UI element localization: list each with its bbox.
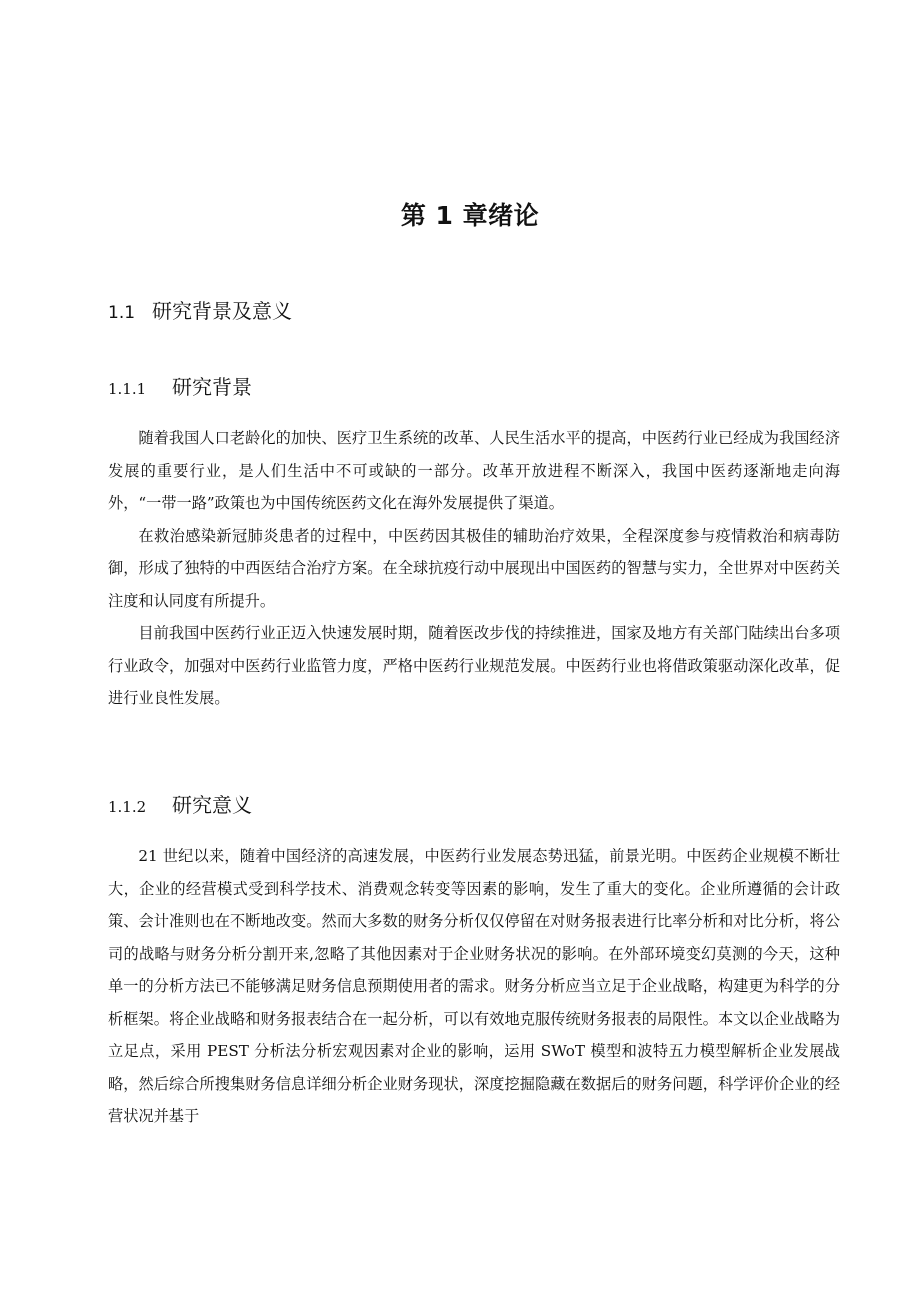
paragraph: 随着我国人口老龄化的加快、医疗卫生系统的改革、人民生活水平的提高，中医药行业已经成为我国经济发展的重要行业，是人们生活中不可或缺的一部分。改革开放进程不断深入，我国中医药逐渐地走向海外，“一带一路”政策也为中国传统医药文化在海外发展提供了渠道。 — [108, 429, 840, 512]
subsection-title: 研究意义 — [172, 793, 252, 817]
section-number: 1.1 — [108, 303, 136, 323]
section-title: 研究背景及意义 — [152, 299, 292, 323]
subsection-heading-background — [108, 371, 252, 400]
significance-paragraphs — [108, 840, 840, 1133]
section-heading — [108, 295, 292, 324]
background-paragraphs — [108, 422, 840, 715]
paragraph: 目前我国中医药行业正迈入快速发展时期，随着医改步伐的持续推进，国家及地方有关部门陆续出台多项行业政令，加强对中医药行业监管力度，严格中医药行业规范发展。中医药行业也将借政策驱动深化改革，促进行业良性发展。 — [108, 624, 840, 707]
chapter-title: 第 1 章绪论 — [400, 201, 540, 230]
paragraph: 在救治感染新冠肺炎患者的过程中，中医药因其极佳的辅助治疗效果，全程深度参与疫情救治和病毒防御，形成了独特的中西医结合治疗方案。在全球抗疫行动中展现出中国医药的智慧与实力，全世界对中医药关注度和认同度有所提升。 — [108, 526, 840, 610]
paragraph: 21 世纪以来，随着中国经济的高速发展，中医药行业发展态势迅猛，前景光明。中医药企业规模不断壮大，企业的经营模式受到科学技术、消费观念转变等因素的影响，发生了重大的变化。企业所遵循的会计政策、会计准则也在不断地改变。然而大多数的财务分析仅仅停留在对财务报表进行比率分析和对比分析，将公司的战略与财务分析分割开来,忽略了其他因素对于企业财务状况的影响。在外部环境变幻莫测的今天，这种单一的分析方法已不能够满足财务信息预期使用者的需求。财务分析应当立足于企业战略，构建更为科学的分析框架。将企业战略和财务报表结合在一起分析，可以有效地克服传统财务报表的局限性。本文以企业战略为立足点，采用 PEST 分析法分析宏观因素对企业的影响，运用 SWoT 模型和波特五力模型解析企业发展战略，然后综合所搜集财务信息详细分析企业财务现状，深度挖掘隐藏在数据后的财务问题，科学评价企业的经营状况并基于 — [108, 847, 840, 1125]
subsection-heading-significance — [108, 789, 252, 818]
subsection-title: 研究背景 — [172, 375, 252, 399]
subsection-number: 1.1.1 — [108, 380, 147, 398]
subsection-number: 1.1.2 — [108, 798, 147, 816]
